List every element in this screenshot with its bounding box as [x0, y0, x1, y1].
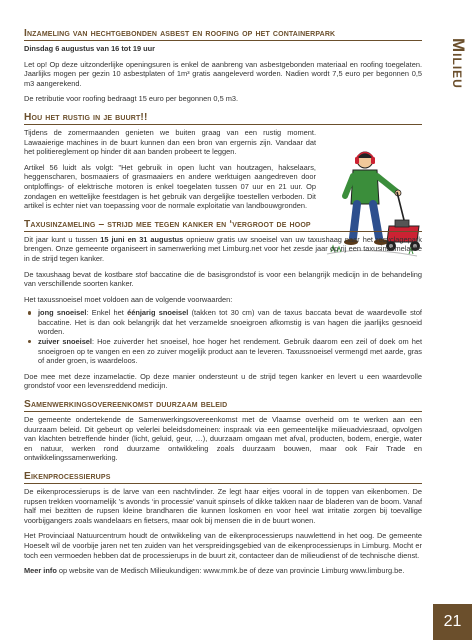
taxus-paragraph-1 [24, 235, 422, 264]
eiken-paragraph-1: De eikenprocessierups is de larve van een nachtvlinder. Ze legt haar eitjes vooral in de toppen van eikenbomen. De rupsen trekken voornamelijk ’s avonds ‘in processie’ vanuit spinsels of dikke takken naar de bladeren van de boom. Vanaf half mei bezitten de rupsen kleine brandharen die kunnen loskomen en voor heel wat irritatie zorgen bij toevallige voorbijgangers zoals wandelaars en fietsers, maar ook bij mensen die in de buurt wonen. [24, 487, 422, 525]
taxus-p1-c: opnieuw gratis uw snoeisel van uw taxushaag naar het recyclagepark brengen. Onze gemeente organiseert in samenwerking met Limburg.net voor het zesde jaar op rij een taxusinzamelactie in de strijd tegen kanker. [24, 234, 422, 263]
rustig-paragraph-1: Tijdens de zomermaanden genieten we buiten graag van een rustig moment. Lawaaierige machines in de buurt kunnen dan een bron van ergernis zijn. Vandaar dat het politiereglement op hinder dit aan banden probeert te leggen. [24, 127, 316, 157]
li2-b: : Hoe zuiverder het snoeisel, hoe hoger het rendement. Gebruik daarom een zeil of doek om het snoeigroen op te vangen en een zo zuiver mogelijk product aan te leveren. Taxussnoeisel vermengd met aarde, gras of ander groen, is waardeloos. [38, 337, 422, 366]
li1-d: (takken tot 30 cm) van de taxus baccata bevat de waardevolle stof baccatine. Het is dan ook belangrijk dat het verzamelde snoeigroen afkomstig is van hagen die jaarlijks gesnoeid worden. [38, 308, 422, 337]
heading-taxus: Taxusinzameling – strijd mee tegen kanker en ‘vergroot de hoop [24, 219, 422, 232]
li1-b: : Enkel het [86, 308, 128, 318]
side-title: Milieu [449, 38, 468, 89]
taxus-paragraph-3: Het taxussnoeisel moet voldoen aan de volgende voorwaarden: [24, 294, 233, 304]
samen-paragraph-1: De gemeente ondertekende de Samenwerkingsovereenkomst met de Vlaamse overheid om te werken aan een duurzaam beleid. Dit gebeurt op velerlei beleidsdomeinen: inspraak via een gemeentelijke milieuadviesraad, opvolgen van klachten betreffende hinder (licht, geluid, geur, …), duurzaam omgaan met afval, producten, bodem, energie, water en natuur, werken rond duurzame ontwikkeling zoals duurzaam bouwen, maar ook Fair Trade en ontwikkelingssamenwerking. [24, 415, 422, 463]
heading-eiken: Eikenprocessierups [24, 471, 422, 484]
asbest-paragraph-1: Let op! Op deze uitzonderlijke openingsuren is enkel de aanbreng van asbestgebonden materiaal en roofing toegelaten. Jaarlijks mogen per gezin 10 asbestplaten of 1m³ gratis aangeleverd worden. Nadien wordt 7,5 euro per begonnen 0,5 m3 aangerekend. [24, 59, 422, 88]
taxus-conditions-list [24, 308, 422, 366]
taxus-paragraph-4: Doe mee met deze inzamelactie. Op deze manier ondersteunt u de strijd tegen kanker en levert u een waardevolle grondstof voor een levensreddend medicijn. [24, 371, 422, 391]
article-column [24, 28, 422, 582]
foot-a: Meer info [24, 566, 57, 576]
footer-info [24, 566, 422, 576]
foot-b: op website van de Medisch Milieukundigen: www.mmk.be of deze van provincie Limburg www.limburg.be. [56, 566, 405, 576]
heading-asbest: Inzameling van hechtgebonden asbest en roofing op het containerpark [24, 28, 422, 41]
li1-a: jong snoeisel [38, 308, 87, 318]
eiken-paragraph-2: Het Provinciaal Natuurcentrum houdt de ontwikkeling van de eikenprocessierups nauwlettend in het oog. De gemeente Hoeselt wil de voorbije jaren net ten zuiden van het verspreidingsgebied van de eikenprocessierups in Limburg. Mocht er toch een vermoeden hebben dat de processierups in de buurt zit, contacteer dan de milieudienst of de technische dienst. [24, 531, 422, 560]
taxus-paragraph-2: De taxushaag bevat de kostbare stof baccatine die de basisgrondstof is voor een belangrijk medicijn in de behandeling van verschillende soorten kanker. [24, 269, 422, 289]
rustig-paragraph-2: Artikel 56 luidt als volgt: "Het gebruik in open lucht van houtzagen, hakselaars, heggenscharen, bosmaaiers of grasmaaiers en andere werktuigen aangedreven door ontploffings- of elektrische motoren is enkel toegelaten tussen 07 uur en 21 uur. Op zondagen en wettelijke feestdagen is het gebruik van dergelijke toestellen verboden. Dit artikel is echter niet van toepassing voor de normale exploitatie van landbouwgronden. [24, 162, 316, 211]
taxus-p1-a: Dit jaar kunt u tussen [24, 234, 101, 244]
heading-samen: Samenwerkingsovereenkomst duurzaam beleid [24, 399, 422, 412]
asbest-paragraph-2: De retributie voor roofing bedraagt 15 euro per begonnen 0,5 m3. [24, 94, 239, 104]
asbest-date: Dinsdag 6 augustus van 16 tot 19 uur [24, 44, 156, 53]
page-number: 21 [433, 604, 472, 640]
list-item [24, 337, 422, 366]
taxus-period: 15 juni en 31 augustus [100, 234, 184, 244]
rustig-body [24, 128, 422, 211]
list-item [24, 308, 422, 337]
heading-rustig: Hou het rustig in je buurt!! [24, 112, 422, 125]
li1-c: éénjarig snoeisel [127, 308, 189, 318]
li2-a: zuiver snoeisel [38, 337, 92, 347]
